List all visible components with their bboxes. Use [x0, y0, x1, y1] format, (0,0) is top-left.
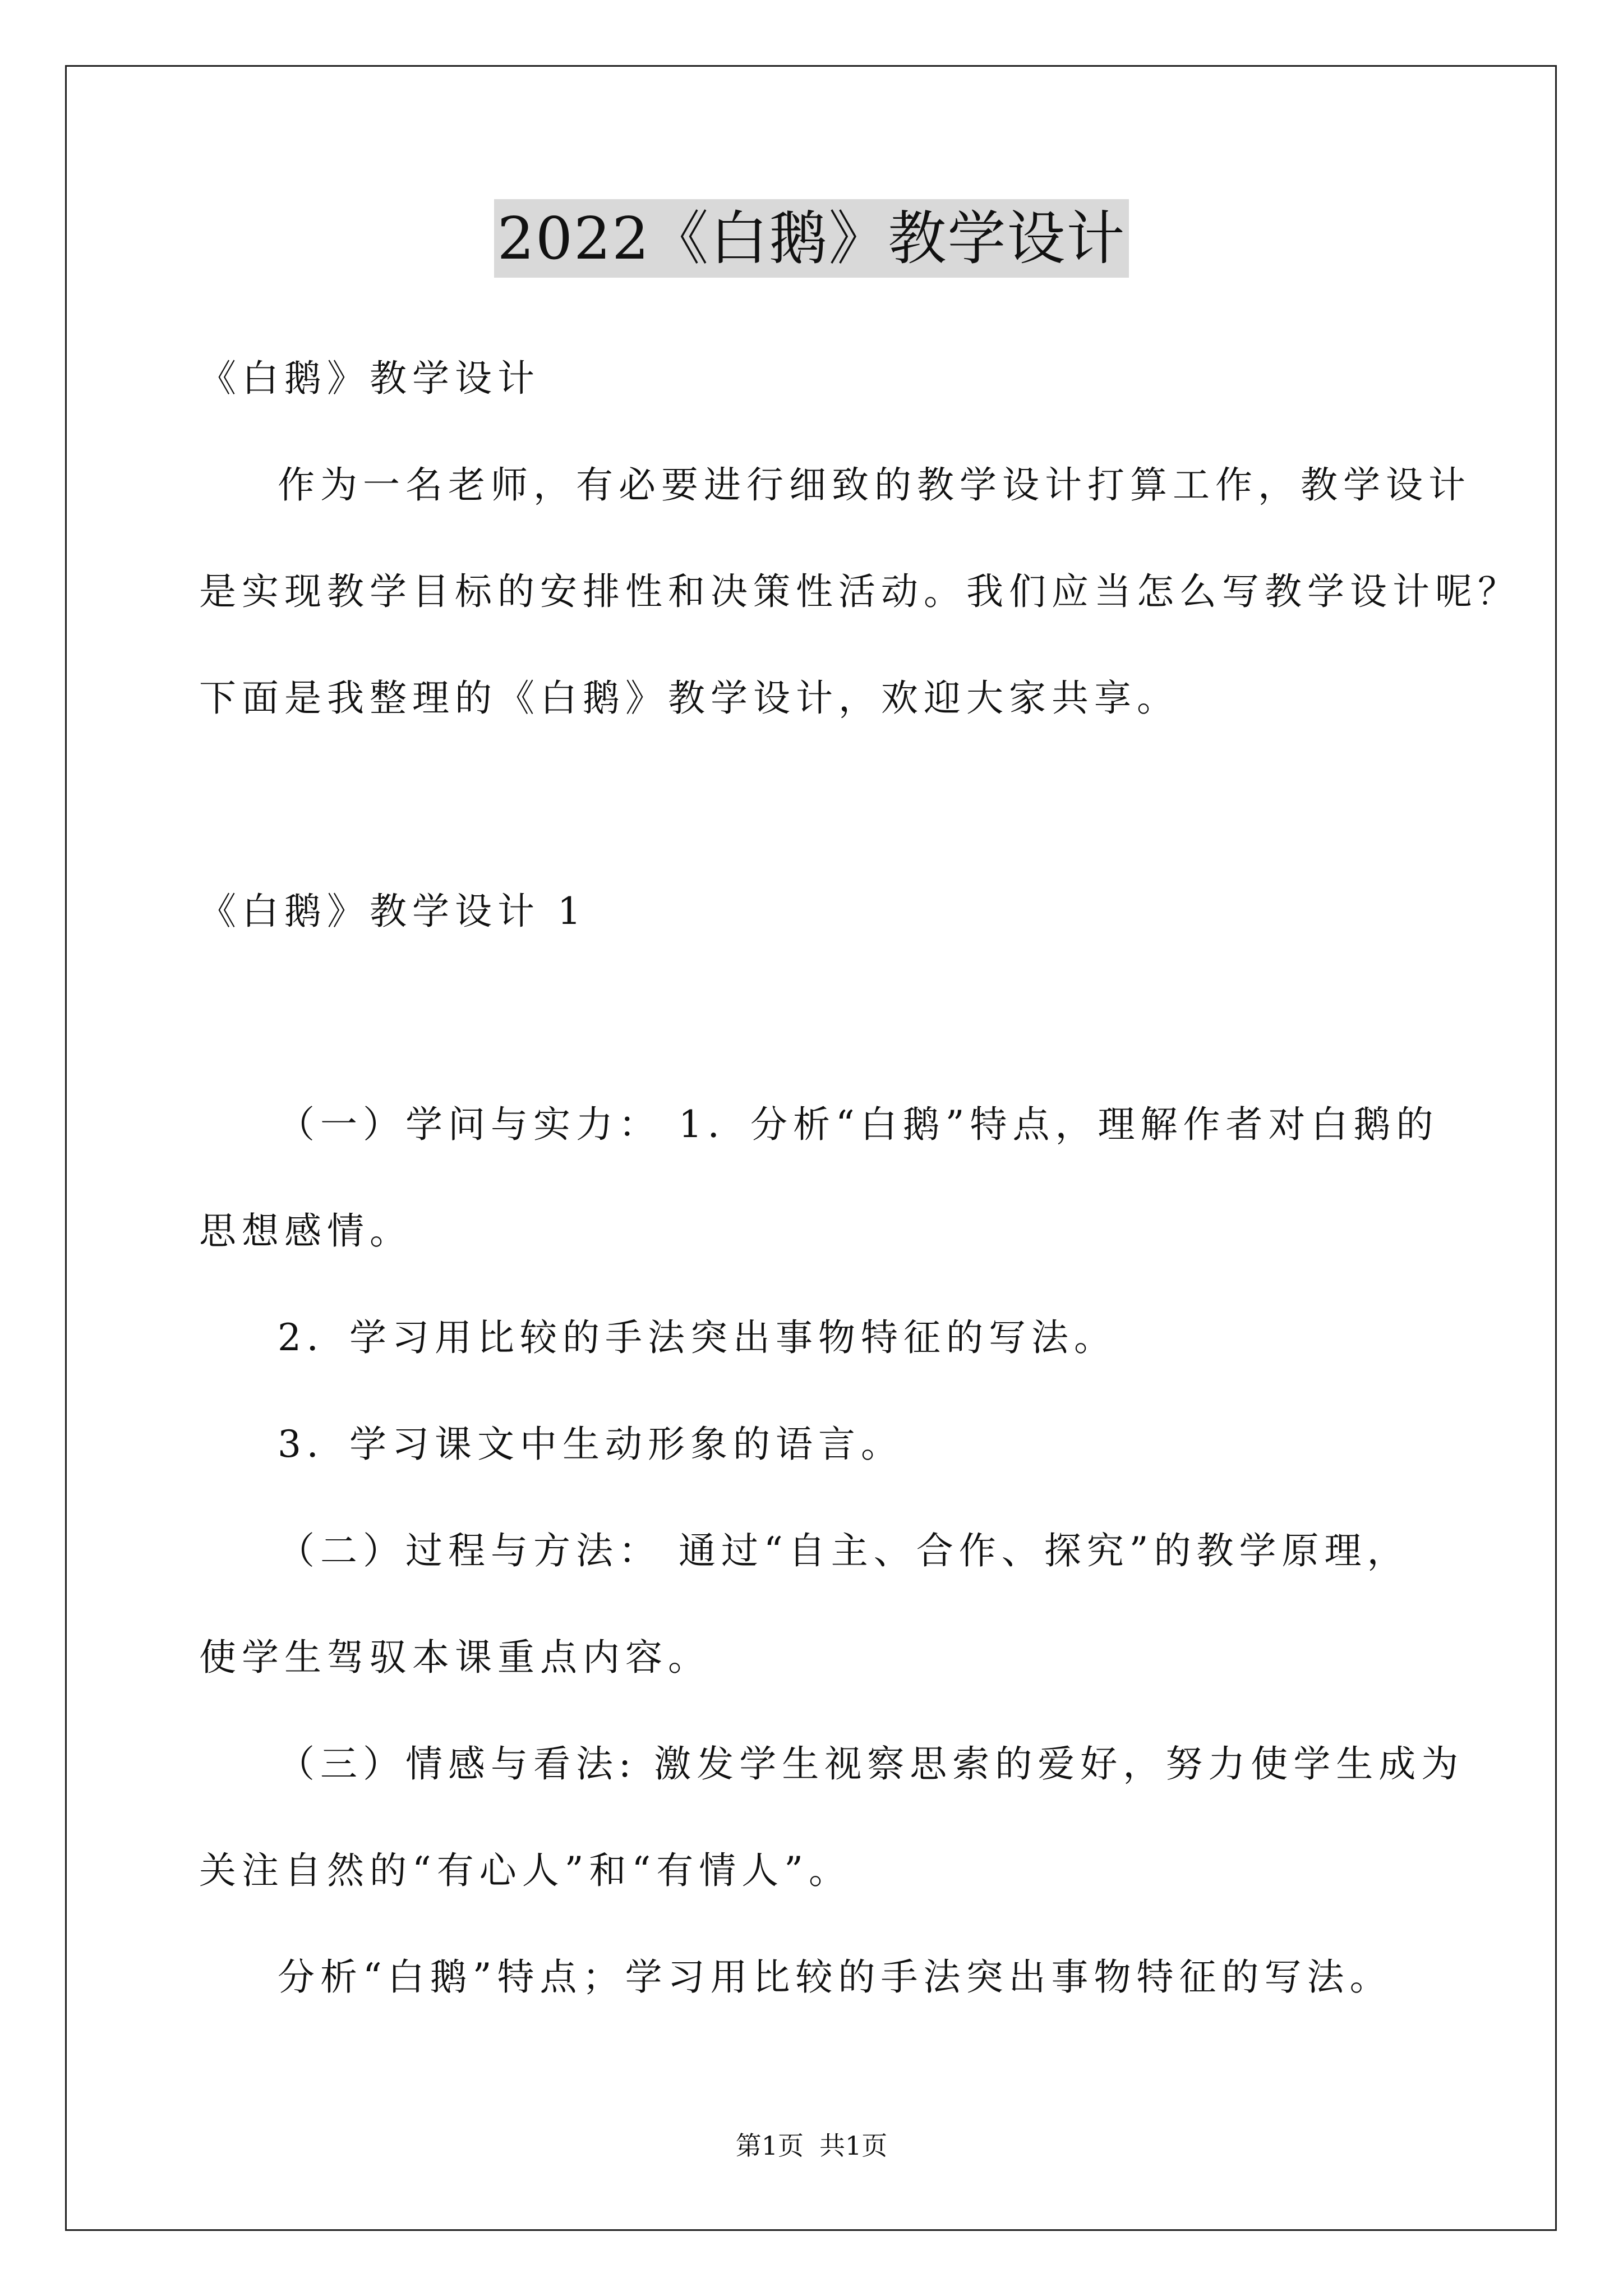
page-total: 共1页	[819, 2131, 888, 2161]
intro-line-3: 下面是我整理的《白鹅》教学设计，欢迎大家共享。	[199, 677, 1179, 720]
intro-line-2: 是实现教学目标的安排性和决策性活动。我们应当怎么写教学设计呢？	[199, 570, 1520, 613]
body-p2: 2．学习用比较的手法突出事物特征的写法。	[278, 1316, 1117, 1359]
section-heading: 《白鹅》教学设计 1	[199, 890, 587, 933]
body-p1-line-1: （一）学问与实力： 1．分析“白鹅”特点，理解作者对白鹅的	[278, 1103, 1439, 1146]
body-p6: 分析“白鹅”特点；学习用比较的手法突出事物特征的写法。	[278, 1955, 1393, 1999]
body-p5-line-2: 关注自然的“有心人”和“有情人”。	[199, 1849, 851, 1892]
intro-line-1: 作为一名老师，有必要进行细致的教学设计打算工作，教学设计	[278, 463, 1471, 507]
body-p1-line-2: 思想感情。	[199, 1209, 412, 1253]
page-number: 第1页	[735, 2131, 804, 2161]
body-p3: 3．学习课文中生动形象的语言。	[278, 1423, 903, 1466]
title-container	[0, 199, 1623, 278]
body-p4-line-2: 使学生驾驭本课重点内容。	[199, 1636, 711, 1679]
page-footer	[0, 2129, 1623, 2162]
document-title: 2022《白鹅》教学设计	[494, 199, 1129, 278]
body-p5-line-1: （三）情感与看法: 激发学生视察思索的爱好，努力使学生成为	[278, 1742, 1464, 1786]
document-subtitle: 《白鹅》教学设计	[199, 357, 540, 400]
body-p4-line-1: （二）过程与方法： 通过“自主、合作、探究”的教学原理，	[278, 1529, 1410, 1572]
